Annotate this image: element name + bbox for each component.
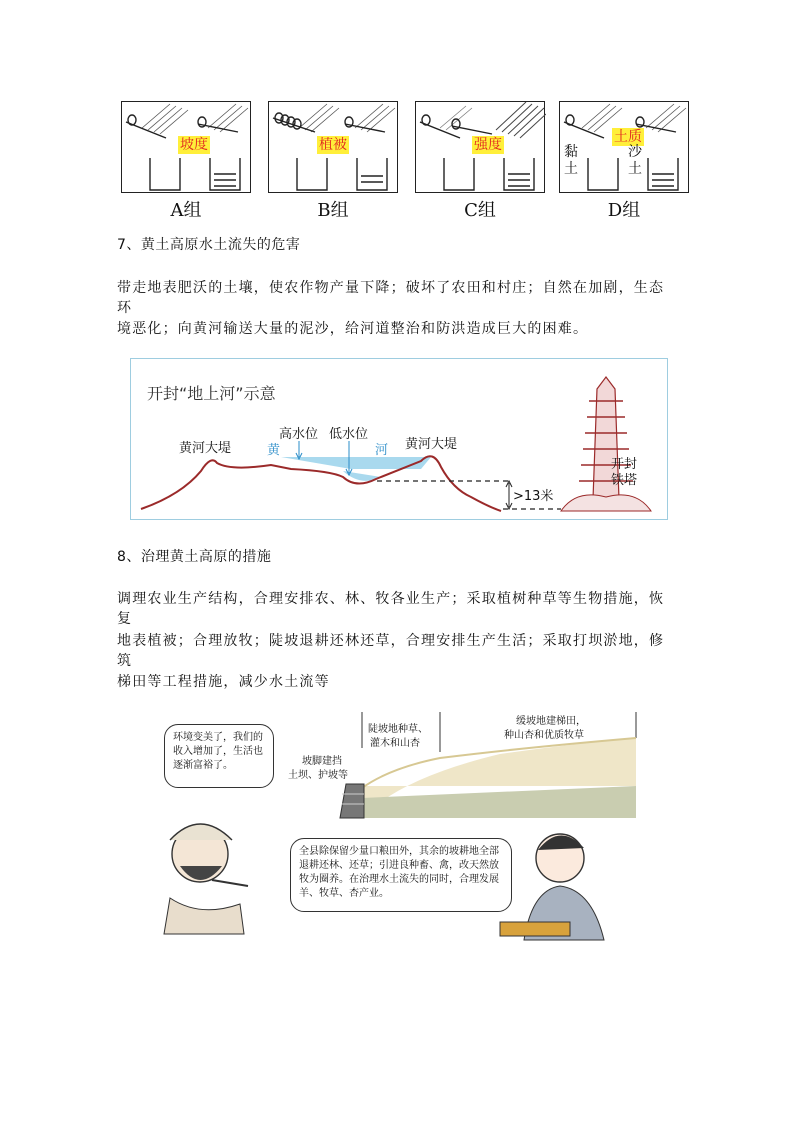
experiment-a-label: A组 [170, 200, 202, 221]
measures-illustration [140, 708, 640, 948]
river-diagram [130, 358, 668, 520]
farmer-speech-bubble: 环境变美了，我们的收入增加了，生活也逐渐富裕了。 [164, 724, 274, 788]
section-8-line-1: 调理农业生产结构，合理安排农、林、牧各业生产；采取植树种草等生物措施，恢复 [117, 591, 665, 627]
experiment-panel-d [559, 101, 689, 193]
river-char-1: 黄 [267, 443, 281, 458]
tower-label-1: 开封 [611, 457, 638, 472]
gentle-slope-label-1: 缓坡地建梯田， [516, 716, 586, 727]
experiment-panel-c [415, 101, 545, 193]
section-8-line-3: 梯田等工程措施，减少水土流等 [117, 674, 330, 690]
experiment-d-soil-right: 沙土 [628, 144, 642, 177]
levee-left-label: 黄河大堤 [179, 441, 232, 456]
slope-foot-label-1: 坡脚建挡 [302, 756, 342, 767]
experiment-d-tag: 土质 [614, 129, 642, 145]
river-diagram-title: 开封“地上河”示意 [147, 384, 276, 403]
section-8-heading: 8、治理黄土高原的措施 [117, 549, 272, 565]
experiment-panel-b [268, 101, 398, 193]
low-water-label: 低水位 [329, 427, 369, 442]
section-8-line-2: 地表植被；合理放牧；陡坡退耕还林还草，合理安排生产生活；采取打坝淤地，修筑 [117, 633, 665, 669]
experiment-a-tag: 坡度 [180, 137, 208, 153]
experiment-c-label: C组 [464, 200, 496, 221]
section-7-heading: 7、黄土高原水土流失的危害 [117, 237, 301, 253]
farmer-illustration [164, 824, 248, 934]
official-speech-bubble: 全县除保留少量口粮田外，其余的坡耕地全部退耕还林、还草；引进良种畜、禽，改天然放牧为圈养。在治理水土流失的同时，合理发展羊、牧草、杏产业。 [290, 838, 512, 912]
official-illustration [500, 834, 604, 940]
experiment-d-soil-left: 黏土 [564, 144, 578, 177]
river-char-2: 河 [375, 443, 389, 458]
iron-tower-icon [561, 377, 651, 511]
steep-slope-label-2: 灌木和山杏 [370, 738, 420, 749]
high-water-label: 高水位 [279, 427, 319, 442]
stone-dam-icon [340, 784, 364, 818]
experiment-b-tag: 植被 [319, 137, 347, 153]
experiment-d-label: D组 [607, 200, 641, 221]
section-7-line-2: 境恶化；向黄河输送大量的泥沙，给河道整治和防洪造成巨大的困难。 [117, 321, 589, 337]
levee-right-label: 黄河大堤 [405, 437, 458, 452]
experiment-panel-a [121, 101, 251, 193]
section-7-line-1: 带走地表肥沃的土壤，使农作物产量下降；破坏了农田和村庄；自然在加剧，生态环 [117, 280, 665, 316]
height-note: >13米 [513, 489, 554, 504]
gentle-slope-label-2: 种山杏和优质牧草 [504, 730, 584, 741]
steep-slope-label-1: 陡坡地种草、 [368, 724, 428, 735]
tower-label-2: 铁塔 [611, 473, 638, 488]
slope-foot-label-2: 土坝、护坡等 [288, 770, 348, 781]
experiment-c-tag: 强度 [474, 137, 502, 153]
experiment-b-label: B组 [317, 200, 349, 221]
